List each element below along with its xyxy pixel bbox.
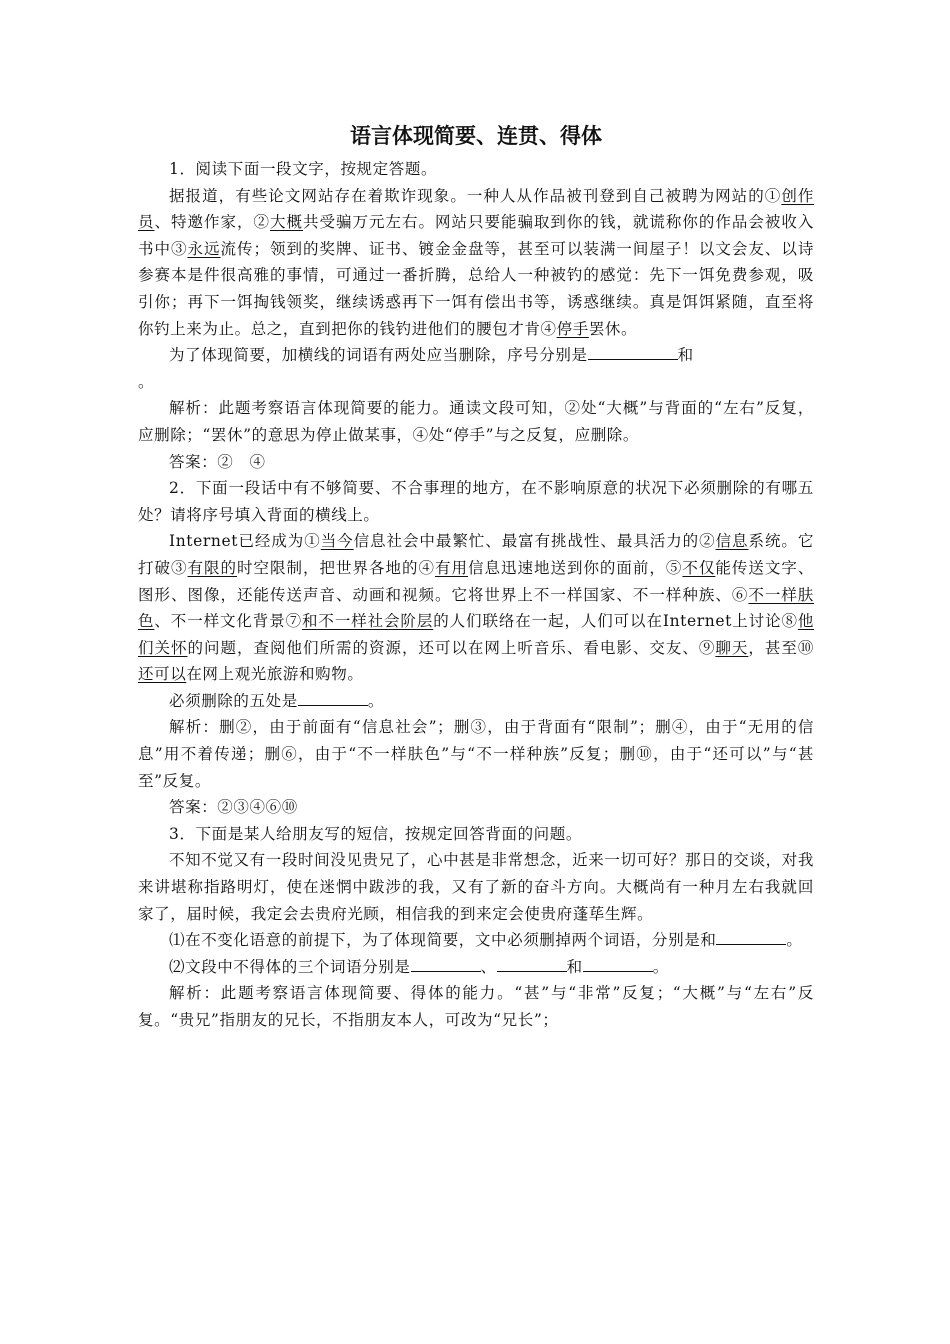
answer-blank[interactable] [588, 343, 678, 360]
q1-answer: 答案：② ④ [169, 452, 266, 471]
q3-analysis: 解析：此题考察语言体现简要、得体的能力。“甚”与“非常”反复；“大概”与“左右”反复。“贵兄”指朋友的兄长，不指朋友本人，可改为“兄长”； [138, 984, 814, 1029]
q2-answer: 答案：②③④⑥⑩ [169, 798, 298, 817]
q2-stem: 2．下面一段话中有不够简要、不合事理的地方，在不影响原意的状况下必须删除的有哪五处？请将序号填入背面的横线上。 [138, 479, 814, 524]
underlined-term: 不仅 [682, 558, 716, 577]
page-title: 语言体现简要、连贯、得体 [350, 123, 602, 148]
underlined-term: 还可以 [138, 665, 187, 684]
answer-blank[interactable] [298, 689, 368, 706]
underlined-term: 不一样肤色 [138, 585, 814, 631]
q1-question: 为了体现简要，加横线的词语有两处应当删除，序号分别是 和 。 [138, 342, 814, 395]
underlined-term: 和不一样社会阶层 [302, 612, 434, 631]
underlined-term: 大概 [269, 213, 303, 232]
q2-passage: Internet已经成为①当今信息社会中最繁忙、最富有挑战性、最具活力的②信息系统。它打破③有限的时空限制，把世界各地的④有用信息迅速地送到你的面前，⑤不仅能传送文字、图形、图像，还能传送声音、动画和视频。它将世界上不一样国家、不一样种族、⑥不一样肤色、不一样文化背景⑦和不一样社会阶层的人们联络在一起，人们可以在Internet上讨论⑧他们关怀的问题，查阅他们所需的资源，还可以在网上听音乐、看电影、交友、⑨聊天，甚至⑩还可以在网上观光旅游和购物。 [138, 532, 815, 684]
q3-sub2: ⑵文段中不得体的三个词语分别是 、 和 。 [138, 954, 814, 981]
underlined-term: 创作员 [138, 186, 815, 232]
q1-analysis: 解析：此题考察语言体现简要的能力。通读文段可知，②处“大概”与背面的“左右”反复，应删除；“罢休”的意思为停止做某事，④处“停手”与之反复，应删除。 [138, 399, 814, 444]
underlined-term: 有用 [434, 558, 468, 577]
underlined-term: 他们关怀 [138, 612, 814, 657]
answer-blank[interactable] [411, 955, 481, 972]
document-page [138, 118, 814, 1034]
q3-sub1: ⑴在不变化语意的前提下，为了体现简要，文中必须删掉两个词语，分别是和 。 [138, 927, 814, 954]
q3-stem: 3．下面是某人给朋友写的短信，按规定回答背面的问题。 [169, 824, 582, 843]
q2-analysis: 解析：删②，由于前面有“信息社会”；删③，由于背面有“限制”；删④，由于“无用的信息”用不着传递；删⑥，由于“不一样肤色”与“不一样种族”反复；删⑩，由于“还可以”与“甚至”反复。 [138, 718, 814, 790]
underlined-term: 有限的 [187, 558, 237, 577]
answer-blank[interactable] [497, 955, 567, 972]
underlined-term: 永远 [187, 239, 221, 258]
q1-passage: 据报道，有些论文网站存在着欺诈现象。一种人从作品被刊登到自己被聘为网站的①创作员、特邀作家，②大概共受骗万元左右。网站只要能骗取到你的钱，就谎称你的作品会被收入书中③永远流传；领到的奖牌、证书、镀金金盘等，甚至可以装满一间屋子！以文会友、以诗参赛本是件很高雅的事情，可通过一番折腾，总给人一种被钓的感觉：先下一饵免费参观，吸引你；再下一饵掏钱领奖，继续诱惑再下一饵有偿出书等，诱惑继续。真是饵饵紧随，直至将你钓上来为止。总之，直到把你的钱钓进他们的腰包才肯④停手罢休。 [138, 186, 815, 338]
underlined-term: 当今 [320, 532, 354, 551]
q3-passage: 不知不觉又有一段时间没见贵兄了，心中甚是非常想念，近来一切可好？那日的交谈，对我来讲堪称指路明灯，使在迷惘中跋涉的我，又有了新的奋斗方向。大概尚有一种月左右我就回家了，届时候，我定会去贵府光顾，相信我的到来定会使贵府蓬荜生辉。 [138, 851, 814, 923]
underlined-term: 聊天 [715, 638, 749, 657]
q2-question: 必须删除的五处是 。 [138, 688, 814, 715]
answer-blank[interactable] [716, 928, 786, 945]
q1-stem: 1．阅读下面一段文字，按规定答题。 [169, 160, 438, 178]
answer-blank[interactable] [583, 955, 653, 972]
underlined-term: 信息 [715, 532, 749, 551]
underlined-term: 停手 [556, 319, 589, 338]
